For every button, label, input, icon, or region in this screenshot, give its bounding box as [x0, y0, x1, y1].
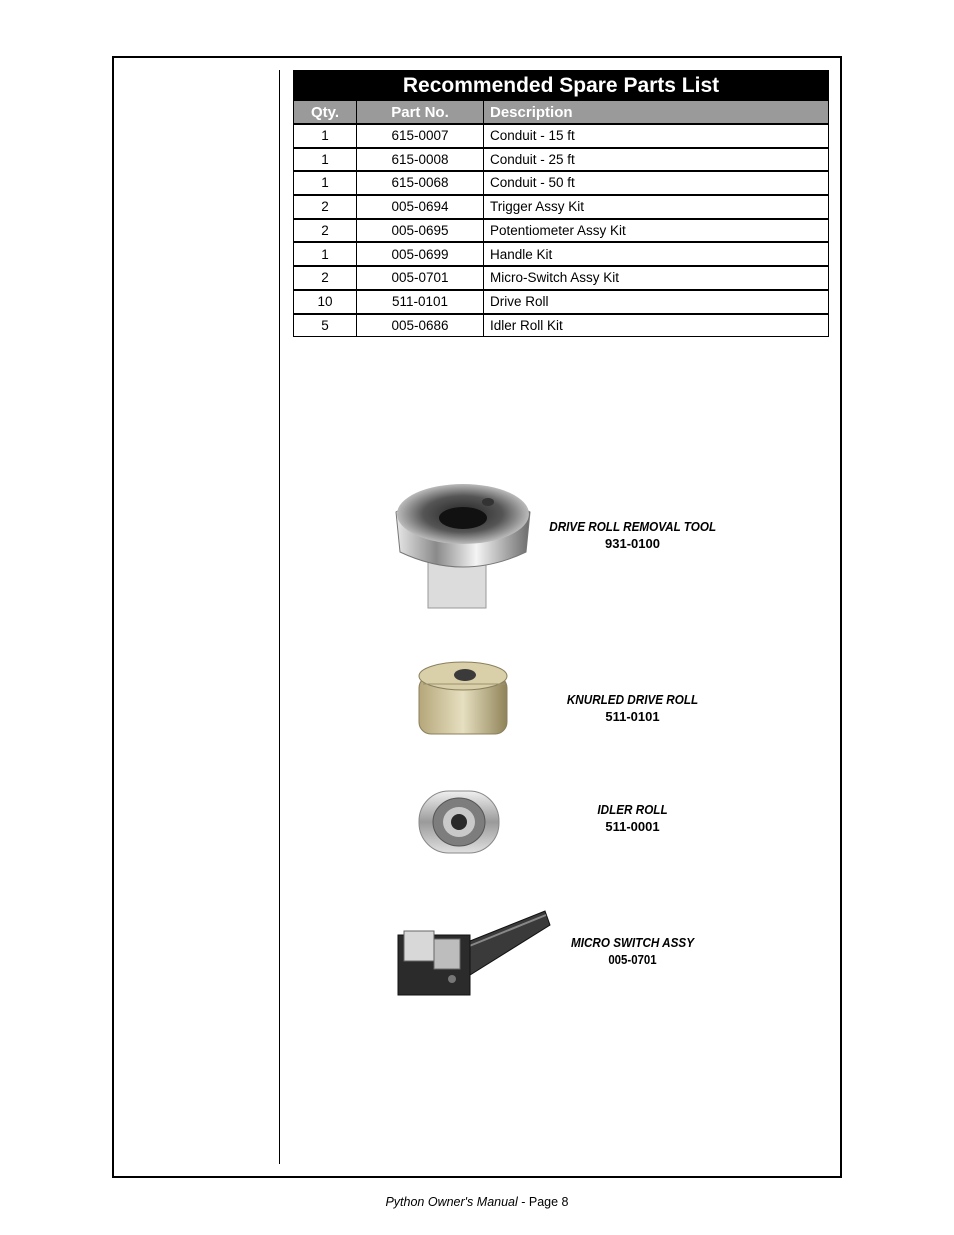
qty-cell: 1 — [294, 242, 357, 266]
part-no-cell: 615-0007 — [357, 124, 484, 148]
part-no-cell: 615-0008 — [357, 148, 484, 172]
product-part-no: 511-0001 — [605, 819, 660, 834]
table-row — [294, 148, 829, 172]
qty-cell: 2 — [294, 195, 357, 219]
product-name: KNURLED DRIVE ROLL — [566, 692, 699, 707]
part-no-cell: 615-0068 — [357, 171, 484, 195]
product-name: MICRO SWITCH ASSY — [570, 935, 695, 950]
product-name: DRIVE ROLL REMOVAL TOOL — [549, 519, 717, 534]
table-row — [294, 195, 829, 219]
description-cell: Idler Roll Kit — [484, 314, 829, 337]
qty-cell: 5 — [294, 314, 357, 337]
part-no-cell: 005-0686 — [357, 314, 484, 337]
part-no-cell: 511-0101 — [357, 290, 484, 314]
description-cell: Conduit - 15 ft — [484, 124, 829, 148]
table-row — [294, 219, 829, 243]
description-cell: Handle Kit — [484, 242, 829, 266]
description-cell: Conduit - 50 ft — [484, 171, 829, 195]
part-no-cell: 005-0694 — [357, 195, 484, 219]
header-description: Description — [484, 101, 829, 125]
table-row — [294, 266, 829, 290]
qty-cell: 1 — [294, 124, 357, 148]
header-part-no: Part No. — [357, 101, 484, 125]
page-footer — [0, 1195, 954, 1209]
description-cell: Micro-Switch Assy Kit — [484, 266, 829, 290]
product-part-no: 931-0100 — [605, 536, 660, 551]
description-cell: Drive Roll — [484, 290, 829, 314]
part-no-cell: 005-0695 — [357, 219, 484, 243]
description-cell: Trigger Assy Kit — [484, 195, 829, 219]
product-caption — [540, 518, 725, 552]
micro-switch-assy-image — [390, 905, 555, 1005]
part-no-cell: 005-0701 — [357, 266, 484, 290]
product-caption — [540, 934, 725, 968]
footer-page-number: - Page 8 — [517, 1195, 569, 1209]
table-row — [294, 314, 829, 337]
table-title: Recommended Spare Parts List — [294, 71, 829, 101]
qty-cell: 1 — [294, 148, 357, 172]
knurled-drive-roll-image — [415, 658, 510, 748]
part-no-cell: 005-0699 — [357, 242, 484, 266]
table-row — [294, 124, 829, 148]
product-part-no: 511-0101 — [605, 709, 660, 724]
qty-cell: 2 — [294, 219, 357, 243]
qty-cell: 10 — [294, 290, 357, 314]
qty-cell: 2 — [294, 266, 357, 290]
product-caption — [540, 801, 725, 835]
idler-roll-image — [415, 785, 505, 860]
product-caption — [540, 691, 725, 725]
table-row — [294, 171, 829, 195]
footer-doc-title: Python Owner's Manual — [385, 1195, 518, 1209]
spare-parts-table — [293, 70, 829, 337]
left-margin-rule — [279, 70, 280, 1164]
description-cell: Potentiometer Assy Kit — [484, 219, 829, 243]
qty-cell: 1 — [294, 171, 357, 195]
table-row — [294, 290, 829, 314]
product-name: IDLER ROLL — [597, 802, 668, 817]
table-row — [294, 242, 829, 266]
description-cell: Conduit - 25 ft — [484, 148, 829, 172]
drive-roll-removal-tool-image — [388, 472, 538, 617]
product-part-no: 005-0701 — [608, 952, 657, 967]
header-qty: Qty. — [294, 101, 357, 125]
